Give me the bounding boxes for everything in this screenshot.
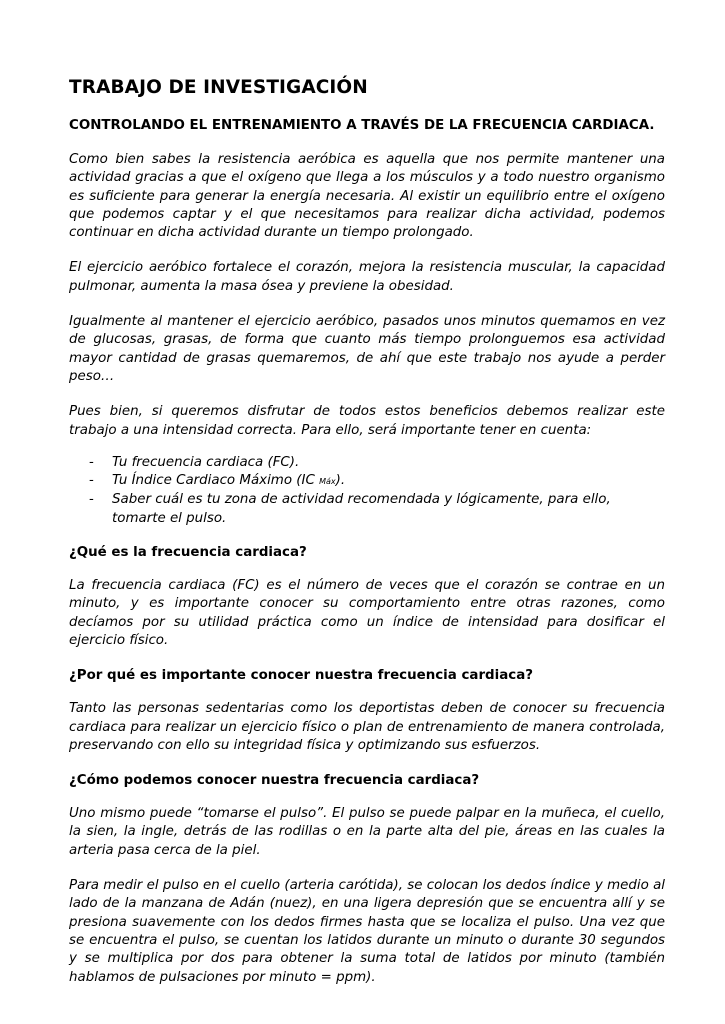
intro-paragraph-1: Como bien sabes la resistencia aeróbica es aquella que nos permite mantener una actividad gracias a que el oxígeno que llega a los músculos y a todo nuestro organismo es suficiente para generar la energía necesaria. Al existir un equilibrio entre el oxígeno que podemos captar y el que necesitamos para realizar dicha actividad, podemos continuar en dicha actividad durante un tiempo prolongado. — [69, 152, 665, 241]
intro-paragraph-4: Pues bien, si queremos disfrutar de todos estos beneficios debemos realizar este trabajo a una intensidad correcta. Para ello, será importante tener en cuenta: — [69, 404, 665, 438]
intro-paragraph-3: Igualmente al mantener el ejercicio aeróbico, pasados unos minutos quemamos en vez de glucosas, grasas, de forma que cuanto más tiempo prolonguemos esa actividad mayor cantidad de grasas quemaremos, de ahí que este trabajo nos ayude a perder peso… — [69, 314, 665, 384]
considerations-list — [69, 454, 665, 528]
list-item — [69, 472, 665, 491]
list-item-text: Saber cuál es tu zona de actividad recomendada y lógicamente, para ello, tomarte el pulso. — [112, 492, 611, 526]
list-dash: - — [89, 473, 94, 489]
section-heading-how: ¿Cómo podemos conocer nuestra frecuencia cardiaca? — [69, 773, 480, 789]
intro-paragraph-2: El ejercicio aeróbico fortalece el corazón, mejora la resistencia muscular, la capacidad pulmonar, aumenta la masa ósea y previene la obesidad. — [69, 260, 665, 294]
list-item-subscript: Máx — [319, 477, 336, 487]
list-item — [69, 454, 665, 472]
section-how-paragraph-1: Uno mismo puede “tomarse el pulso”. El pulso se puede palpar en la muñeca, el cuello, la sien, la ingle, detrás de las rodillas o en la parte alta del pie, áreas en las cuales la arteria pasa cerca de la piel. — [69, 806, 665, 858]
list-item — [69, 491, 665, 528]
section-heading-what: ¿Qué es la frecuencia cardiaca? — [69, 545, 307, 561]
section-heading-why: ¿Por qué es importante conocer nuestra frecuencia cardiaca? — [69, 668, 533, 684]
section-how-paragraph-2: Para medir el pulso en el cuello (arteria carótida), se colocan los dedos índice y medio al lado de la manzana de Adán (nuez), en una ligera depresión que se encuentra allí y se presiona suavemente con los dedos firmes hasta que se localiza el pulso. Una vez que se encuentra el pulso, se cuentan los latidos durante un minuto o durante 30 segundos y se multiplica por dos para obtener la suma total de latidos por minuto (también hablamos de pulsaciones por minuto = ppm). — [69, 878, 665, 985]
section-why-paragraph: Tanto las personas sedentarias como los deportistas deben de conocer su frecuencia cardiaca para realizar un ejercicio físico o plan de entrenamiento de manera controlada, preservando con ello su integridad física y optimizando sus esfuerzos. — [69, 701, 665, 753]
list-dash: - — [89, 454, 94, 470]
document-subtitle: CONTROLANDO EL ENTRENAMIENTO A TRAVÉS DE LA FRECUENCIA CARDIACA. — [69, 118, 655, 133]
document-title: TRABAJO DE INVESTIGACIÓN — [69, 77, 368, 98]
list-dash: - — [89, 492, 94, 508]
list-item-text-end: ). — [335, 473, 346, 489]
list-item-text: Tu frecuencia cardiaca (FC). — [112, 454, 300, 470]
list-item-text: Tu Índice Cardiaco Máximo (IC — [112, 473, 320, 489]
document-page — [69, 76, 665, 1004]
section-what-paragraph: La frecuencia cardiaca (FC) es el número de veces que el corazón se contrae en un minuto, y es importante conocer su comportamiento entre otras razones, como decíamos por su utilidad práctica como un índice de intensidad para dosificar el ejercicio físico. — [69, 578, 665, 648]
